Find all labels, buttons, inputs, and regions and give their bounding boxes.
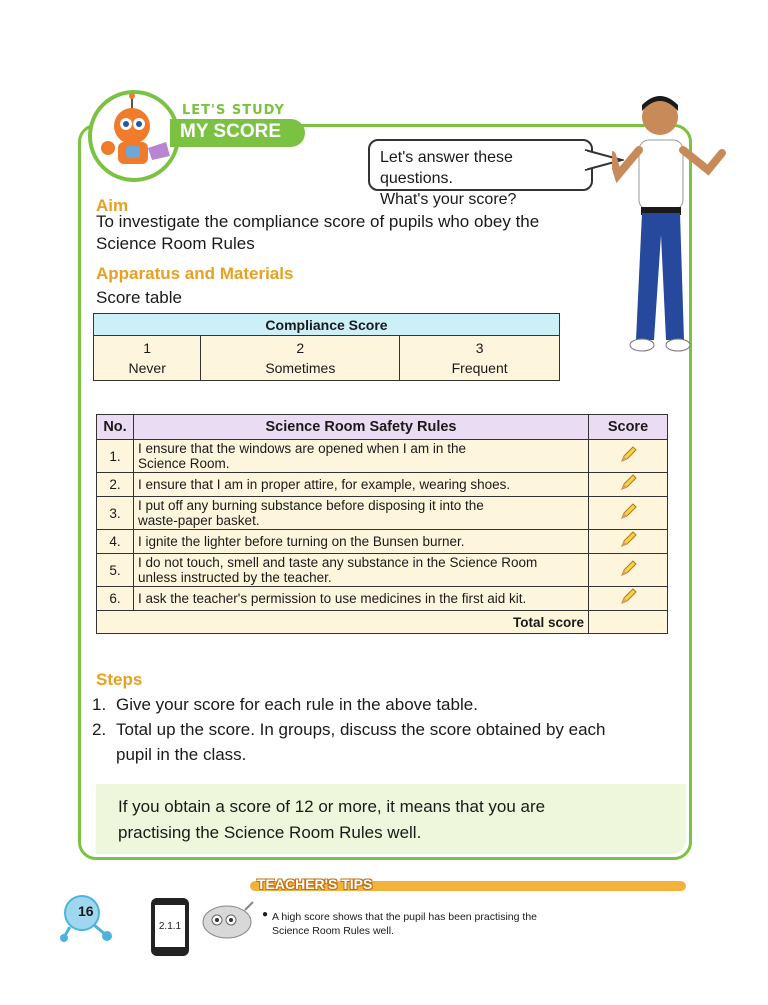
table-row <box>97 530 668 554</box>
table-row <box>97 473 668 497</box>
pencil-icon <box>619 446 637 464</box>
score-cell[interactable] <box>589 440 668 473</box>
tips-text <box>272 910 602 938</box>
banner-subtitle: LET'S STUDY <box>182 103 285 118</box>
table-row <box>97 440 668 473</box>
rule-line: I ensure that the windows are opened when I am in the <box>138 441 466 456</box>
pencil-icon <box>619 588 637 606</box>
pencil-icon <box>619 560 637 578</box>
safety-rules-table <box>96 414 668 634</box>
tips-title: TEACHER'S TIPS <box>257 876 373 892</box>
pencil-icon <box>619 503 637 521</box>
rule-line: I ignite the lighter before turning on the Bunsen burner. <box>138 534 465 549</box>
rule-line: waste-paper basket. <box>138 513 260 528</box>
total-row <box>97 611 668 634</box>
rule-text <box>134 530 589 554</box>
rule-text <box>134 440 589 473</box>
rule-text <box>134 473 589 497</box>
rule-line: I ask the teacher's permission to use medicines in the first aid kit. <box>138 591 527 606</box>
table-row <box>97 587 668 611</box>
steps-heading: Steps <box>96 670 143 689</box>
row-number: 4. <box>97 530 134 554</box>
compliance-score: 2 <box>296 340 305 356</box>
rule-line: I do not touch, smell and taste any substance in the Science Room <box>138 555 538 570</box>
compliance-header: Compliance Score <box>94 314 560 336</box>
row-number: 3. <box>97 497 134 530</box>
tips-line-1: A high score shows that the pupil has been practising the <box>272 911 538 923</box>
tablet-label: 2.1.1 <box>155 905 185 947</box>
bullet-icon: ● <box>262 909 269 920</box>
banner-title: MY SCORE <box>180 121 282 142</box>
compliance-cell-1 <box>94 336 201 381</box>
speech-line-2: What's your score? <box>380 191 517 208</box>
step-line: Give your score for each rule in the above table. <box>116 695 478 714</box>
speech-bubble <box>368 139 593 208</box>
pencil-icon <box>619 531 637 549</box>
apparatus-text: Score table <box>96 288 182 307</box>
compliance-label: Sometimes <box>265 360 336 376</box>
rule-line: I ensure that I am in proper attire, for example, wearing shoes. <box>138 477 511 492</box>
table-row <box>97 497 668 530</box>
rule-line: Science Room. <box>138 456 230 471</box>
rule-text <box>134 587 589 611</box>
page-number: 16 <box>78 903 94 919</box>
list-item <box>92 692 652 717</box>
compliance-label: Never <box>128 360 166 376</box>
col-score-header: Score <box>589 415 668 440</box>
score-cell[interactable] <box>589 473 668 497</box>
tips-line-2: Science Room Rules well. <box>272 925 394 937</box>
aim-text-line-1: To investigate the compliance score of pupils who obey the <box>96 212 540 231</box>
step-number: 2. <box>92 720 107 739</box>
compliance-score-table <box>93 313 560 381</box>
row-number: 6. <box>97 587 134 611</box>
total-score-label: Total score <box>97 611 589 634</box>
row-number: 2. <box>97 473 134 497</box>
total-score-cell[interactable] <box>589 611 668 634</box>
row-number: 1. <box>97 440 134 473</box>
aim-text-line-2: Science Room Rules <box>96 234 255 253</box>
row-number: 5. <box>97 554 134 587</box>
note-line-2: practising the Science Room Rules well. <box>118 823 422 842</box>
col-rule-header: Science Room Safety Rules <box>134 415 589 440</box>
list-item <box>92 717 652 767</box>
score-cell[interactable] <box>589 530 668 554</box>
boy-character-icon <box>612 95 732 365</box>
note-box <box>96 784 686 854</box>
rule-line: unless instructed by the teacher. <box>138 570 332 585</box>
aim-heading: Aim <box>96 196 129 215</box>
step-number: 1. <box>92 695 107 714</box>
step-line: pupil in the class. <box>116 745 247 764</box>
table-row <box>97 554 668 587</box>
apparatus-heading: Apparatus and Materials <box>96 264 294 283</box>
compliance-score: 3 <box>475 340 484 356</box>
steps-list <box>92 692 652 767</box>
col-no-header: No. <box>97 415 134 440</box>
compliance-label: Frequent <box>451 360 508 376</box>
teacher-robot-icon <box>197 896 255 944</box>
compliance-cell-2 <box>201 336 400 381</box>
rule-line: I put off any burning substance before disposing it into the <box>138 498 484 513</box>
note-line-1: If you obtain a score of 12 or more, it means that you are <box>118 797 546 816</box>
pencil-icon <box>619 474 637 492</box>
step-line: Total up the score. In groups, discuss the score obtained by each <box>116 720 606 739</box>
speech-line-1: Let's answer these questions. <box>380 149 513 187</box>
rule-text <box>134 497 589 530</box>
rule-text <box>134 554 589 587</box>
compliance-score: 1 <box>143 340 152 356</box>
score-cell[interactable] <box>589 497 668 530</box>
score-cell[interactable] <box>589 554 668 587</box>
compliance-cell-3 <box>400 336 560 381</box>
score-cell[interactable] <box>589 587 668 611</box>
